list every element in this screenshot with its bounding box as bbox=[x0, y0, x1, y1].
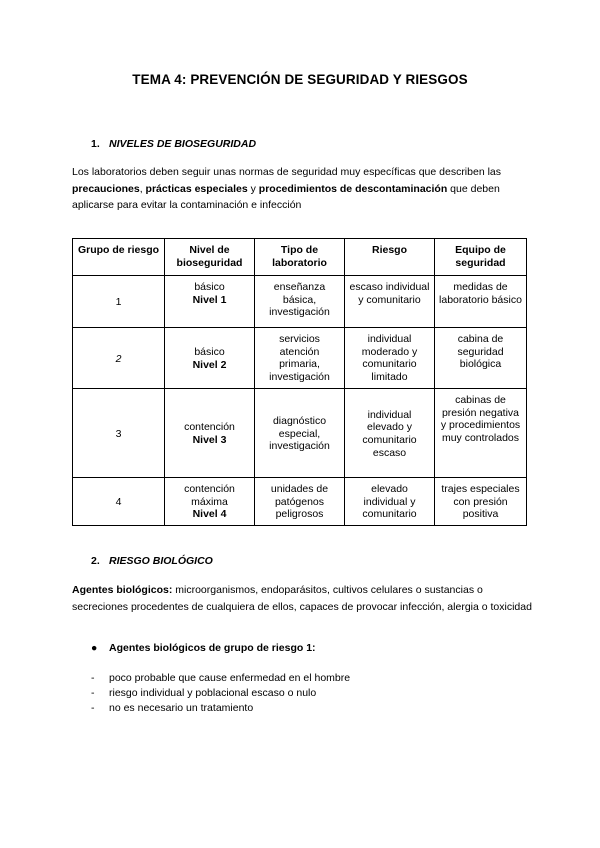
list-item bbox=[91, 701, 350, 716]
table-row bbox=[73, 328, 527, 389]
dash-marker: - bbox=[91, 687, 95, 699]
list-item bbox=[91, 686, 350, 701]
intro-bold-procedimientos: procedimientos de descontaminación bbox=[258, 182, 448, 195]
section-1-intro bbox=[72, 164, 532, 214]
cell-nivel bbox=[165, 276, 255, 328]
header-equipo-seguridad: Equipo de seguridad bbox=[435, 239, 527, 276]
dash-marker: - bbox=[91, 702, 95, 714]
section-1-number: 1. bbox=[91, 138, 100, 150]
table-row bbox=[73, 478, 527, 526]
risk-group-1-list bbox=[91, 671, 350, 716]
cell-riesgo: individual moderado y comunitario limitado bbox=[345, 328, 435, 389]
intro-bold-practicas: prácticas especiales bbox=[145, 182, 248, 195]
cell-equipo: medidas de laboratorio básico bbox=[435, 276, 527, 328]
nivel-text: contención bbox=[184, 421, 235, 434]
intro-text-1: Los laboratorios deben seguir unas normas de seguridad muy específicas que describen las bbox=[72, 166, 502, 178]
cell-tipo: diagnóstico especial, investigación bbox=[255, 389, 345, 478]
intro-sep-1: , bbox=[139, 182, 146, 195]
cell-grupo: 3 bbox=[73, 389, 165, 478]
cell-grupo: 1 bbox=[73, 276, 165, 328]
cell-tipo: servicios atención primaria, investigación bbox=[255, 328, 345, 389]
intro-bold-precauciones: precauciones bbox=[72, 182, 140, 195]
definition-text: microorganismos, endoparásitos, cultivos celulares o sustancias o secreciones procedentes de cualquiera de ellos, capaces de provocar infección, alergia o toxicidad bbox=[72, 584, 532, 613]
cell-tipo: unidades de patógenos peligrosos bbox=[255, 478, 345, 526]
header-tipo-laboratorio: Tipo de laboratorio bbox=[255, 239, 345, 276]
cell-riesgo: elevado individual y comunitario bbox=[345, 478, 435, 526]
section-2-title: RIESGO BIOLÓGICO bbox=[109, 555, 213, 567]
biosafety-levels-table bbox=[72, 238, 527, 526]
page-title: TEMA 4: PREVENCIÓN DE SEGURIDAD Y RIESGOS bbox=[132, 72, 468, 87]
bullet-heading bbox=[91, 642, 316, 654]
intro-sep-2: y bbox=[247, 182, 259, 195]
section-1-heading bbox=[91, 138, 256, 150]
definition-term: Agentes biológicos: bbox=[72, 584, 173, 596]
list-item-text: no es necesario un tratamiento bbox=[109, 702, 254, 714]
list-item-text: riesgo individual y poblacional escaso o nulo bbox=[109, 687, 317, 699]
table-row bbox=[73, 276, 527, 328]
dash-marker: - bbox=[91, 672, 95, 684]
cell-riesgo: escaso individual y comunitario bbox=[345, 276, 435, 328]
nivel-number: Nivel 4 bbox=[192, 508, 227, 521]
header-grupo-riesgo: Grupo de riesgo bbox=[73, 239, 165, 276]
cell-nivel bbox=[165, 389, 255, 478]
section-2-heading bbox=[91, 555, 213, 567]
section-2-number: 2. bbox=[91, 555, 100, 567]
nivel-text: básico bbox=[194, 281, 225, 293]
header-nivel-bioseguridad: Nivel de bioseguridad bbox=[165, 239, 255, 276]
cell-grupo: 4 bbox=[73, 478, 165, 526]
cell-equipo: trajes especiales con presión positiva bbox=[435, 478, 527, 526]
bullet-heading-text: Agentes biológicos de grupo de riesgo 1: bbox=[109, 642, 316, 654]
cell-equipo: cabinas de presión negativa y procedimientos muy controlados bbox=[435, 389, 527, 478]
header-riesgo: Riesgo bbox=[345, 239, 435, 276]
bullet-icon: ● bbox=[91, 642, 98, 654]
nivel-text: contención máxima bbox=[184, 483, 235, 508]
section-2-definition bbox=[72, 582, 532, 615]
cell-grupo: 2 bbox=[73, 328, 165, 389]
cell-riesgo: individual elevado y comunitario escaso bbox=[345, 389, 435, 478]
cell-tipo: enseñanza básica, investigación bbox=[255, 276, 345, 328]
nivel-number: Nivel 3 bbox=[192, 434, 227, 446]
cell-nivel bbox=[165, 328, 255, 389]
list-item bbox=[91, 671, 350, 686]
cell-equipo: cabina de seguridad biológica bbox=[435, 328, 527, 389]
intro-text-2: que deben aplicarse para evitar la contaminación e infección bbox=[72, 182, 500, 212]
table-header-row bbox=[73, 239, 527, 276]
list-item-text: poco probable que cause enfermedad en el hombre bbox=[109, 672, 351, 684]
cell-nivel bbox=[165, 478, 255, 526]
nivel-number: Nivel 1 bbox=[192, 293, 227, 306]
nivel-text: básico bbox=[194, 346, 225, 359]
section-1-title: NIVELES DE BIOSEGURIDAD bbox=[109, 138, 257, 150]
table-row bbox=[73, 389, 527, 478]
nivel-number: Nivel 2 bbox=[192, 359, 227, 371]
